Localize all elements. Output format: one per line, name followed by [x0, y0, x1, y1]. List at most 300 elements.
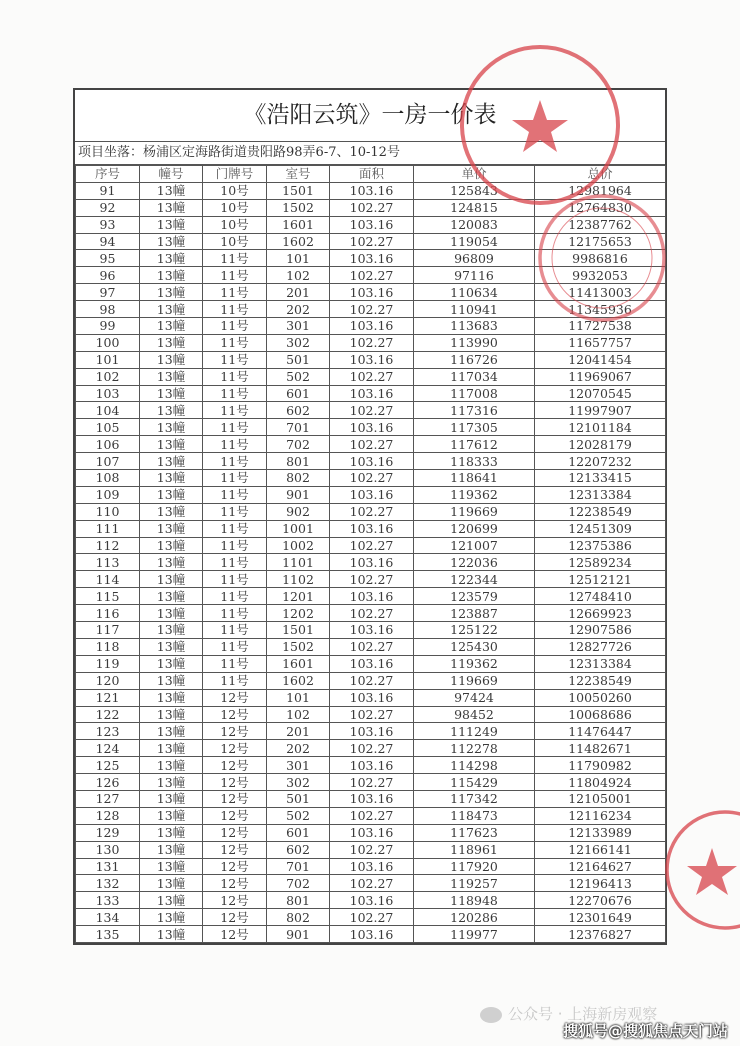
table-cell: 13幢 [140, 723, 203, 740]
table-cell: 102.27 [330, 503, 414, 520]
table-cell: 12133415 [535, 470, 666, 487]
table-cell: 118 [76, 638, 140, 655]
table-cell: 115429 [414, 774, 535, 791]
table-cell: 13幢 [140, 588, 203, 605]
table-cell: 13幢 [140, 655, 203, 672]
table-cell: 122 [76, 706, 140, 723]
table-cell: 97424 [414, 689, 535, 706]
table-cell: 1602 [267, 233, 330, 250]
table-row [76, 537, 666, 554]
table-cell: 202 [267, 740, 330, 757]
seal-stamp-bottom [667, 812, 740, 928]
table-cell: 702 [267, 436, 330, 453]
table-cell: 120286 [414, 909, 535, 926]
table-cell: 93 [76, 216, 140, 233]
table-cell: 117920 [414, 858, 535, 875]
table-cell: 13幢 [140, 419, 203, 436]
table-cell: 1601 [267, 655, 330, 672]
table-cell: 116 [76, 605, 140, 622]
table-cell: 12号 [203, 909, 267, 926]
table-cell: 202 [267, 301, 330, 318]
table-row [76, 605, 666, 622]
table-cell: 10050260 [535, 689, 666, 706]
table-cell: 11号 [203, 351, 267, 368]
table-cell: 1502 [267, 638, 330, 655]
table-cell: 601 [267, 824, 330, 841]
table-cell: 13幢 [140, 622, 203, 639]
table-cell: 13幢 [140, 757, 203, 774]
table-cell: 103.16 [330, 486, 414, 503]
table-cell: 1501 [267, 182, 330, 199]
table-cell: 123887 [414, 605, 535, 622]
table-cell: 125122 [414, 622, 535, 639]
table-cell: 112278 [414, 740, 535, 757]
table-cell: 121 [76, 689, 140, 706]
table-cell: 103.16 [330, 284, 414, 301]
table-cell: 11657757 [535, 334, 666, 351]
table-row [76, 588, 666, 605]
table-cell: 120083 [414, 216, 535, 233]
document-title: 《浩阳云筑》一房一价表 [75, 90, 665, 142]
table-cell: 119 [76, 655, 140, 672]
table-cell: 111249 [414, 723, 535, 740]
table-cell: 102.27 [330, 571, 414, 588]
table-cell: 901 [267, 486, 330, 503]
table-cell: 132 [76, 875, 140, 892]
table-cell: 502 [267, 807, 330, 824]
table-cell: 102.27 [330, 537, 414, 554]
wechat-icon [480, 1007, 502, 1023]
table-cell: 11345936 [535, 301, 666, 318]
table-cell: 12101184 [535, 419, 666, 436]
table-cell: 13幢 [140, 334, 203, 351]
table-cell: 102.27 [330, 368, 414, 385]
table-cell: 119362 [414, 486, 535, 503]
table-cell: 102.27 [330, 774, 414, 791]
table-cell: 13幢 [140, 385, 203, 402]
table-cell: 11号 [203, 436, 267, 453]
table-cell: 117316 [414, 402, 535, 419]
table-cell: 111 [76, 520, 140, 537]
table-cell: 103.16 [330, 453, 414, 470]
table-cell: 12589234 [535, 554, 666, 571]
table-cell: 13幢 [140, 554, 203, 571]
table-cell: 11790982 [535, 757, 666, 774]
table-cell: 12133989 [535, 824, 666, 841]
table-cell: 102.27 [330, 740, 414, 757]
sohu-watermark: 搜狐号@搜狐焦点天门站 [563, 1022, 729, 1040]
table-cell: 11号 [203, 470, 267, 487]
table-cell: 103.16 [330, 182, 414, 199]
table-cell: 13幢 [140, 318, 203, 335]
table-cell: 701 [267, 419, 330, 436]
table-cell: 123579 [414, 588, 535, 605]
column-header: 序号 [76, 166, 140, 183]
table-cell: 13幢 [140, 571, 203, 588]
table-cell: 12270676 [535, 892, 666, 909]
table-cell: 13幢 [140, 368, 203, 385]
table-cell: 103.16 [330, 520, 414, 537]
table-cell: 103.16 [330, 622, 414, 639]
table-row [76, 858, 666, 875]
table-cell: 114 [76, 571, 140, 588]
table-cell: 1001 [267, 520, 330, 537]
table-cell: 117 [76, 622, 140, 639]
table-header-row [76, 166, 666, 183]
table-row [76, 486, 666, 503]
table-cell: 302 [267, 334, 330, 351]
table-cell: 11804924 [535, 774, 666, 791]
table-cell: 13幢 [140, 503, 203, 520]
table-cell: 103.16 [330, 858, 414, 875]
table-row [76, 554, 666, 571]
table-cell: 802 [267, 470, 330, 487]
table-cell: 11号 [203, 402, 267, 419]
table-row [76, 622, 666, 639]
table-cell: 502 [267, 368, 330, 385]
table-cell: 12387762 [535, 216, 666, 233]
table-row [76, 233, 666, 250]
table-cell: 97 [76, 284, 140, 301]
table-cell: 11号 [203, 267, 267, 284]
table-cell: 13幢 [140, 301, 203, 318]
table-cell: 13幢 [140, 351, 203, 368]
table-cell: 122344 [414, 571, 535, 588]
table-cell: 102.27 [330, 807, 414, 824]
table-row [76, 638, 666, 655]
table-cell: 125 [76, 757, 140, 774]
price-table [75, 165, 666, 943]
table-cell: 201 [267, 723, 330, 740]
table-cell: 12号 [203, 807, 267, 824]
table-cell: 12116234 [535, 807, 666, 824]
table-cell: 13幢 [140, 774, 203, 791]
table-cell: 119669 [414, 503, 535, 520]
table-cell: 11482671 [535, 740, 666, 757]
table-cell: 110 [76, 503, 140, 520]
table-cell: 103.16 [330, 824, 414, 841]
table-cell: 13幢 [140, 486, 203, 503]
table-cell: 115 [76, 588, 140, 605]
table-cell: 126 [76, 774, 140, 791]
table-cell: 12号 [203, 757, 267, 774]
table-cell: 102.27 [330, 909, 414, 926]
table-cell: 117342 [414, 790, 535, 807]
table-cell: 118948 [414, 892, 535, 909]
table-cell: 12207232 [535, 453, 666, 470]
table-cell: 118473 [414, 807, 535, 824]
table-cell: 11号 [203, 318, 267, 335]
table-cell: 108 [76, 470, 140, 487]
table-cell: 11号 [203, 250, 267, 267]
table-cell: 102.27 [330, 402, 414, 419]
table-row [76, 757, 666, 774]
table-cell: 1202 [267, 605, 330, 622]
table-cell: 97116 [414, 267, 535, 284]
table-cell: 12764830 [535, 199, 666, 216]
table-cell: 102.27 [330, 267, 414, 284]
table-cell: 12号 [203, 875, 267, 892]
table-cell: 11号 [203, 605, 267, 622]
table-row [76, 824, 666, 841]
table-cell: 120699 [414, 520, 535, 537]
table-cell: 1602 [267, 672, 330, 689]
table-cell: 1002 [267, 537, 330, 554]
table-cell: 11号 [203, 571, 267, 588]
table-cell: 124 [76, 740, 140, 757]
table-cell: 13幢 [140, 250, 203, 267]
table-cell: 13幢 [140, 892, 203, 909]
table-cell: 13幢 [140, 267, 203, 284]
table-cell: 12313384 [535, 655, 666, 672]
table-cell: 103.16 [330, 926, 414, 943]
table-cell: 102.27 [330, 706, 414, 723]
table-row [76, 267, 666, 284]
table-cell: 12041454 [535, 351, 666, 368]
table-cell: 12375386 [535, 537, 666, 554]
table-cell: 110634 [414, 284, 535, 301]
table-cell: 12451309 [535, 520, 666, 537]
table-cell: 1101 [267, 554, 330, 571]
table-cell: 12512121 [535, 571, 666, 588]
table-cell: 11号 [203, 368, 267, 385]
table-cell: 12号 [203, 841, 267, 858]
column-header: 面积 [330, 166, 414, 183]
table-cell: 13幢 [140, 216, 203, 233]
table-cell: 113683 [414, 318, 535, 335]
table-cell: 13幢 [140, 790, 203, 807]
table-cell: 102 [267, 706, 330, 723]
table-cell: 301 [267, 757, 330, 774]
table-cell: 101 [267, 689, 330, 706]
table-cell: 11号 [203, 554, 267, 571]
table-cell: 103.16 [330, 351, 414, 368]
table-cell: 98 [76, 301, 140, 318]
price-list-document [73, 88, 667, 945]
table-cell: 103.16 [330, 419, 414, 436]
table-row [76, 402, 666, 419]
table-row [76, 807, 666, 824]
table-cell: 102.27 [330, 841, 414, 858]
table-cell: 901 [267, 926, 330, 943]
table-row [76, 926, 666, 943]
table-cell: 91 [76, 182, 140, 199]
table-cell: 12669923 [535, 605, 666, 622]
table-cell: 11号 [203, 385, 267, 402]
table-cell: 12376827 [535, 926, 666, 943]
table-cell: 11969067 [535, 368, 666, 385]
table-cell: 10号 [203, 233, 267, 250]
table-cell: 13幢 [140, 740, 203, 757]
table-row [76, 199, 666, 216]
table-cell: 103.16 [330, 892, 414, 909]
table-cell: 102.27 [330, 470, 414, 487]
table-cell: 12827726 [535, 638, 666, 655]
table-cell: 117305 [414, 419, 535, 436]
table-cell: 119362 [414, 655, 535, 672]
table-cell: 11号 [203, 453, 267, 470]
table-cell: 13幢 [140, 453, 203, 470]
table-cell: 701 [267, 858, 330, 875]
table-cell: 12070545 [535, 385, 666, 402]
table-cell: 11号 [203, 503, 267, 520]
table-cell: 134 [76, 909, 140, 926]
table-cell: 102.27 [330, 199, 414, 216]
table-cell: 12105001 [535, 790, 666, 807]
table-cell: 301 [267, 318, 330, 335]
table-cell: 109 [76, 486, 140, 503]
table-cell: 11997907 [535, 402, 666, 419]
table-cell: 103.16 [330, 385, 414, 402]
table-cell: 13幢 [140, 638, 203, 655]
table-cell: 602 [267, 402, 330, 419]
table-cell: 13幢 [140, 824, 203, 841]
table-cell: 10号 [203, 216, 267, 233]
table-cell: 801 [267, 892, 330, 909]
project-address: 项目坐落：杨浦区定海路街道贵阳路98弄6-7、10-12号 [75, 142, 665, 165]
table-cell: 11号 [203, 486, 267, 503]
table-cell: 902 [267, 503, 330, 520]
table-cell: 130 [76, 841, 140, 858]
table-row [76, 790, 666, 807]
table-cell: 13幢 [140, 182, 203, 199]
table-cell: 11号 [203, 301, 267, 318]
table-cell: 117034 [414, 368, 535, 385]
table-cell: 801 [267, 453, 330, 470]
table-cell: 129 [76, 824, 140, 841]
table-row [76, 318, 666, 335]
table-cell: 12号 [203, 740, 267, 757]
table-cell: 131 [76, 858, 140, 875]
table-cell: 10068686 [535, 706, 666, 723]
table-cell: 11号 [203, 520, 267, 537]
table-cell: 1502 [267, 199, 330, 216]
table-cell: 113990 [414, 334, 535, 351]
table-cell: 103.16 [330, 250, 414, 267]
table-cell: 12号 [203, 892, 267, 909]
table-cell: 13幢 [140, 858, 203, 875]
table-row [76, 520, 666, 537]
table-cell: 118333 [414, 453, 535, 470]
table-cell: 12981964 [535, 182, 666, 199]
table-cell: 120 [76, 672, 140, 689]
table-cell: 125430 [414, 638, 535, 655]
table-cell: 9986816 [535, 250, 666, 267]
table-cell: 12238549 [535, 503, 666, 520]
table-cell: 117612 [414, 436, 535, 453]
table-row [76, 689, 666, 706]
column-header: 单价 [414, 166, 535, 183]
table-cell: 13幢 [140, 875, 203, 892]
table-cell: 11号 [203, 334, 267, 351]
table-cell: 12164627 [535, 858, 666, 875]
table-cell: 12号 [203, 858, 267, 875]
table-cell: 119257 [414, 875, 535, 892]
table-cell: 94 [76, 233, 140, 250]
table-cell: 1601 [267, 216, 330, 233]
table-cell: 103.16 [330, 318, 414, 335]
table-cell: 92 [76, 199, 140, 216]
table-cell: 12028179 [535, 436, 666, 453]
table-cell: 11号 [203, 419, 267, 436]
table-cell: 103.16 [330, 588, 414, 605]
table-row [76, 706, 666, 723]
table-row [76, 351, 666, 368]
table-cell: 13幢 [140, 284, 203, 301]
table-cell: 105 [76, 419, 140, 436]
table-cell: 96809 [414, 250, 535, 267]
table-cell: 102.27 [330, 233, 414, 250]
table-cell: 12号 [203, 774, 267, 791]
table-cell: 13幢 [140, 537, 203, 554]
table-cell: 104 [76, 402, 140, 419]
table-row [76, 385, 666, 402]
table-cell: 9932053 [535, 267, 666, 284]
table-row [76, 436, 666, 453]
table-cell: 13幢 [140, 436, 203, 453]
table-cell: 12166141 [535, 841, 666, 858]
table-cell: 135 [76, 926, 140, 943]
table-row [76, 841, 666, 858]
table-cell: 12238549 [535, 672, 666, 689]
table-cell: 11476447 [535, 723, 666, 740]
table-cell: 100 [76, 334, 140, 351]
table-cell: 117623 [414, 824, 535, 841]
column-header: 幢号 [140, 166, 203, 183]
table-cell: 11号 [203, 622, 267, 639]
table-cell: 103.16 [330, 689, 414, 706]
table-cell: 11号 [203, 588, 267, 605]
table-cell: 302 [267, 774, 330, 791]
table-cell: 112 [76, 537, 140, 554]
table-cell: 117008 [414, 385, 535, 402]
table-row [76, 875, 666, 892]
table-cell: 10号 [203, 182, 267, 199]
column-header: 门牌号 [203, 166, 267, 183]
table-cell: 702 [267, 875, 330, 892]
table-cell: 113 [76, 554, 140, 571]
table-cell: 11号 [203, 537, 267, 554]
table-cell: 101 [76, 351, 140, 368]
table-row [76, 216, 666, 233]
table-cell: 95 [76, 250, 140, 267]
table-cell: 12号 [203, 706, 267, 723]
column-header: 室号 [267, 166, 330, 183]
column-header: 总价 [535, 166, 666, 183]
table-cell: 1201 [267, 588, 330, 605]
table-row [76, 723, 666, 740]
table-row [76, 182, 666, 199]
table-cell: 103.16 [330, 723, 414, 740]
table-cell: 201 [267, 284, 330, 301]
table-cell: 12号 [203, 926, 267, 943]
table-cell: 802 [267, 909, 330, 926]
table-cell: 118641 [414, 470, 535, 487]
table-cell: 127 [76, 790, 140, 807]
table-cell: 107 [76, 453, 140, 470]
table-cell: 103 [76, 385, 140, 402]
table-cell: 11413003 [535, 284, 666, 301]
table-cell: 123 [76, 723, 140, 740]
table-cell: 13幢 [140, 605, 203, 622]
table-cell: 121007 [414, 537, 535, 554]
table-row [76, 334, 666, 351]
table-cell: 102.27 [330, 436, 414, 453]
table-cell: 501 [267, 790, 330, 807]
table-cell: 12313384 [535, 486, 666, 503]
table-cell: 101 [267, 250, 330, 267]
table-cell: 13幢 [140, 199, 203, 216]
